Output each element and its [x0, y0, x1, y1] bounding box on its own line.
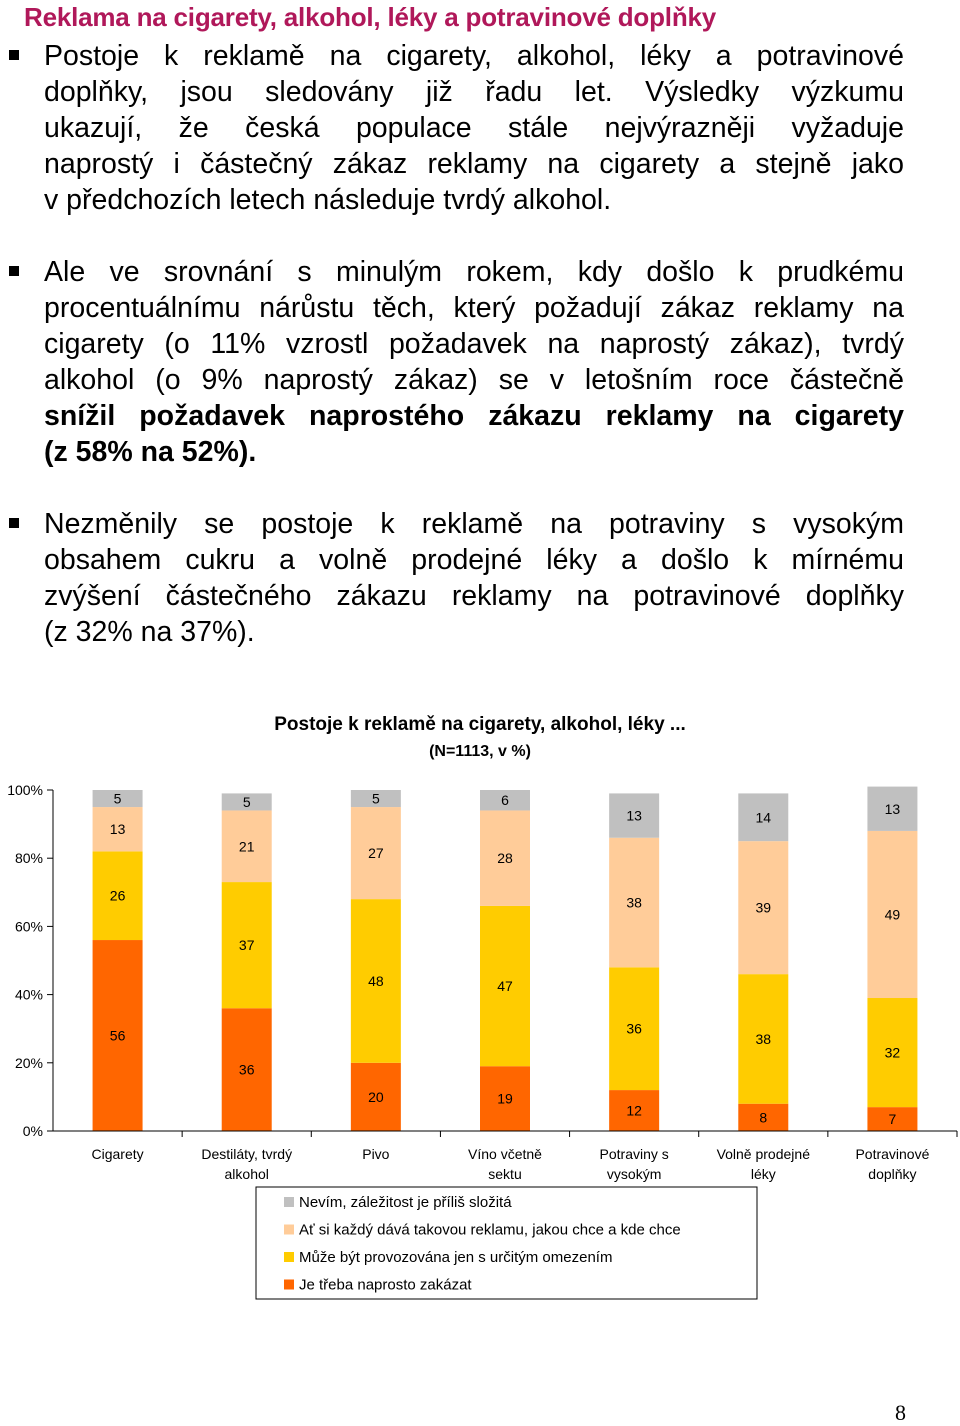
data-label: 5 — [371, 790, 380, 807]
data-label: 39 — [755, 899, 772, 916]
data-label: 19 — [497, 1090, 513, 1107]
data-label: 6 — [501, 792, 509, 809]
paragraph-line: alkohol (o 9% naprostý zákaz) se v letošním roce částečně — [44, 364, 904, 396]
paragraph-line-bold: (z 58% na 52%). — [44, 436, 257, 468]
bullet-marker — [9, 266, 19, 276]
y-tick-label: 0% — [22, 1123, 43, 1139]
category-label: doplňky — [868, 1166, 917, 1182]
legend-label: Nevím, záležitost je příliš složitá — [299, 1194, 512, 1211]
paragraph-line: Ale ve srovnání s minulým rokem, kdy došlo k prudkému — [44, 256, 904, 288]
data-label: 48 — [368, 972, 384, 989]
data-label: 38 — [755, 1030, 772, 1047]
category-label: Cigarety — [91, 1146, 144, 1162]
legend-label: Může být provozována jen s určitým omezením — [299, 1249, 613, 1266]
paragraph-line: ukazují, že česká populace stále nejvýrazněji vyžaduje — [44, 112, 904, 144]
paragraph-line: cigarety (o 11% vzrostl požadavek na naprostý zákaz), tvrdý — [44, 328, 904, 360]
paragraph-line-bold: snížil požadavek naprostého zákazu reklamy na cigarety — [44, 400, 904, 432]
y-tick-label: 40% — [14, 986, 43, 1003]
legend-swatch — [284, 1252, 294, 1262]
data-label: 36 — [238, 1061, 255, 1078]
paragraph-line: zvýšení částečného zákazu reklamy na potravinové doplňky — [44, 580, 904, 612]
category-label: Volně prodejné — [716, 1146, 810, 1162]
plot-area — [7, 782, 957, 1182]
data-label: 8 — [759, 1109, 768, 1126]
paragraph-line: obsahem cukru a volně prodejné léky a došlo k mírnému — [44, 544, 904, 576]
paragraph-1 — [44, 38, 904, 218]
paragraph-3 — [44, 506, 904, 650]
data-label: 37 — [238, 937, 255, 954]
data-label: 47 — [497, 978, 513, 995]
data-label: 12 — [626, 1102, 642, 1119]
paragraph-line: naprostý i částečný zákaz reklamy na cigarety a stejně jako — [44, 148, 904, 180]
data-label: 13 — [109, 821, 126, 838]
category-label: léky — [750, 1166, 776, 1182]
paragraph-2 — [44, 254, 904, 470]
legend-label: Ať si každý dává takovou reklamu, jakou chce a kde chce — [299, 1221, 681, 1239]
bullet-marker — [9, 518, 19, 528]
data-label: 21 — [238, 838, 255, 855]
bullet-marker — [9, 50, 19, 60]
paragraph-line: Nezměnily se postoje k reklamě na potraviny s vysokým — [44, 508, 904, 540]
chart-title: Postoje k reklamě na cigarety, alkohol, léky ... — [274, 714, 686, 735]
paragraph-line: procentuálnímu nárůstu těch, který požadují zákaz reklamy na — [44, 292, 904, 324]
paragraph-line: (z 32% na 37%). — [44, 616, 255, 648]
data-label: 5 — [113, 790, 122, 807]
legend-swatch — [284, 1280, 294, 1290]
chart-svg — [0, 700, 960, 1320]
data-label: 14 — [755, 809, 772, 826]
legend-swatch — [284, 1197, 294, 1207]
category-label: sektu — [488, 1166, 522, 1182]
data-label: 5 — [242, 793, 251, 810]
data-label: 7 — [888, 1111, 897, 1128]
y-tick-label: 80% — [14, 850, 43, 867]
category-label: alkohol — [224, 1166, 269, 1182]
data-label: 32 — [884, 1044, 901, 1061]
chart-legend — [256, 1187, 757, 1299]
y-tick-label: 60% — [14, 918, 43, 935]
paragraph-line: doplňky, jsou sledovány již řadu let. Výsledky výzkumu — [44, 76, 904, 108]
category-label: Víno včetně — [468, 1146, 542, 1162]
paragraph-line: Postoje k reklamě na cigarety, alkohol, léky a potravinové — [44, 40, 904, 72]
stacked-bar-chart — [0, 700, 960, 1320]
data-label: 20 — [368, 1088, 384, 1105]
legend-label: Je třeba naprosto zakázat — [299, 1276, 472, 1294]
category-label: Pivo — [362, 1146, 390, 1162]
data-label: 49 — [884, 906, 901, 923]
data-label: 13 — [884, 800, 901, 817]
data-label: 36 — [626, 1020, 642, 1037]
category-label: Potraviny s — [599, 1146, 669, 1162]
category-label: Potravinové — [855, 1146, 930, 1162]
category-label: vysokým — [606, 1166, 662, 1182]
data-label: 13 — [626, 807, 642, 824]
data-label: 38 — [626, 894, 642, 911]
page-heading: Reklama na cigarety, alkohol, léky a potravinové doplňky — [24, 2, 717, 32]
data-label: 26 — [109, 887, 126, 904]
category-label: Destiláty, tvrdý — [201, 1146, 293, 1162]
data-label: 56 — [109, 1027, 126, 1044]
chart-subtitle: (N=1113, v %) — [429, 743, 531, 760]
data-label: 28 — [497, 850, 513, 867]
legend-swatch — [284, 1225, 294, 1235]
paragraph-line: v předchozích letech následuje tvrdý alkohol. — [44, 184, 612, 216]
page-number: 8 — [895, 1400, 906, 1425]
y-tick-label: 20% — [14, 1054, 43, 1071]
data-label: 27 — [368, 845, 384, 862]
y-tick-label: 100% — [7, 782, 43, 798]
